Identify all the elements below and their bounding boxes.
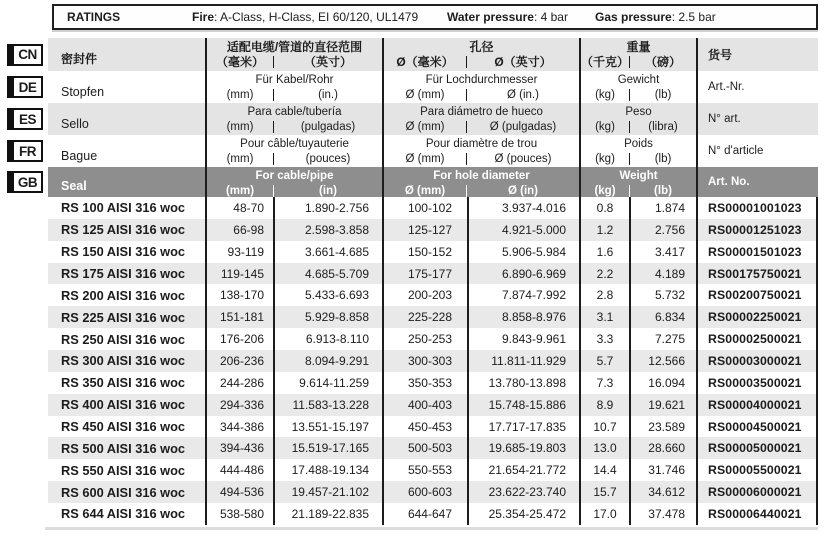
table-row bbox=[0, 416, 818, 438]
language-badge: GB bbox=[7, 171, 43, 193]
art-no-column-header: N° art. bbox=[696, 103, 818, 135]
row-cells bbox=[48, 503, 818, 525]
seal-name: RS 600 AISI 316 woc bbox=[61, 484, 186, 500]
cable-mm-header: (mm) bbox=[226, 121, 254, 133]
weight-column-group bbox=[579, 135, 696, 167]
table-row bbox=[0, 263, 818, 285]
cable-pipe-group-title: Para cable/tubería bbox=[247, 106, 342, 118]
table-row bbox=[0, 394, 818, 416]
row-cells bbox=[48, 219, 818, 241]
weight-lb-value: 4.189 bbox=[629, 263, 696, 285]
weight-kg-value: 1.2 bbox=[579, 219, 629, 241]
weight-kg-value: 2.8 bbox=[579, 284, 629, 306]
hole-diameter-group-title: Für Lochdurchmesser bbox=[425, 74, 538, 86]
weight-group-title: Gewicht bbox=[617, 74, 660, 86]
row-cells bbox=[48, 284, 818, 306]
cable-in-range: 6.913-8.110 bbox=[273, 328, 382, 350]
cable-pipe-group-title: For cable/pipe bbox=[255, 170, 334, 182]
weight-group-title: Peso bbox=[625, 106, 652, 118]
table-bottom-shadow bbox=[45, 527, 818, 530]
weight-lb-value: 34.612 bbox=[629, 481, 696, 503]
hole-in-range: 4.921-5.000 bbox=[467, 219, 579, 241]
hole-diameter-group-title: 孔径 bbox=[469, 40, 494, 54]
header-language-row bbox=[0, 167, 818, 197]
seal-name: RS 225 AISI 316 woc bbox=[61, 309, 186, 325]
hole-in-range: 6.890-6.969 bbox=[467, 263, 579, 285]
art-no-value: RS00004500021 bbox=[696, 416, 816, 438]
table-row bbox=[0, 437, 818, 459]
weight-lb-value: 23.589 bbox=[629, 416, 696, 438]
table-row bbox=[0, 219, 818, 241]
table-row bbox=[0, 241, 818, 263]
cable-pipe-group-title: 适配电缆/管道的直径范围 bbox=[226, 40, 363, 54]
hole-in-range: 19.685-19.803 bbox=[467, 437, 579, 459]
cable-in-range: 19.457-21.102 bbox=[273, 481, 382, 503]
cable-pipe-column-group bbox=[205, 135, 382, 167]
row-cells bbox=[48, 197, 818, 219]
hole-in-range: 11.811-11.929 bbox=[467, 350, 579, 372]
cable-pipe-column-group bbox=[205, 71, 382, 103]
seal-column-header: 密封件 bbox=[61, 52, 98, 66]
weight-lb-value: 19.621 bbox=[629, 394, 696, 416]
cable-in-range: 13.551-15.197 bbox=[273, 416, 382, 438]
row-gutter bbox=[0, 503, 48, 525]
cable-mm-range: 494-536 bbox=[205, 481, 273, 503]
cable-in-header: (pouces) bbox=[305, 153, 351, 165]
hole-mm-range: 300-303 bbox=[382, 350, 467, 372]
art-no-value: RS00006000021 bbox=[696, 481, 816, 503]
gas-pressure-value: 2.5 bar bbox=[678, 10, 716, 24]
art-no-value: RS00006440021 bbox=[696, 503, 816, 525]
art-no-value: RS00001251023 bbox=[696, 219, 816, 241]
row-cells bbox=[48, 241, 818, 263]
gas-pressure-rating: Gas pressure: 2.5 bar bbox=[595, 10, 716, 24]
hole-in-range: 5.906-5.984 bbox=[467, 241, 579, 263]
seal-column-header: Bague bbox=[61, 149, 98, 163]
art-no-value: RS00001001023 bbox=[696, 197, 816, 219]
header-language-row bbox=[0, 103, 818, 135]
cable-pipe-column-group bbox=[205, 167, 382, 197]
cable-mm-range: 48-70 bbox=[205, 197, 273, 219]
weight-kg-value: 1.6 bbox=[579, 241, 629, 263]
hole-in-range: 3.937-4.016 bbox=[467, 197, 579, 219]
hole-in-range: 13.780-13.898 bbox=[467, 372, 579, 394]
weight-kg-header: (kg) bbox=[594, 185, 616, 197]
cable-mm-range: 119-145 bbox=[205, 263, 273, 285]
row-cells bbox=[48, 394, 818, 416]
weight-kg-value: 10.7 bbox=[579, 416, 629, 438]
hole-diameter-group-title: For hole diameter bbox=[433, 170, 530, 182]
hole-mm-range: 250-253 bbox=[382, 328, 467, 350]
hole-diameter-column-group bbox=[382, 103, 579, 135]
weight-kg-header: (kg) bbox=[595, 121, 615, 133]
row-cells bbox=[48, 372, 818, 394]
hole-in-range: 23.622-23.740 bbox=[467, 481, 579, 503]
hole-in-header: Ø (in) bbox=[507, 185, 539, 197]
cable-mm-range: 138-170 bbox=[205, 284, 273, 306]
row-gutter bbox=[0, 263, 48, 285]
art-no-value: RS00002500021 bbox=[696, 328, 816, 350]
weight-lb-value: 5.732 bbox=[629, 284, 696, 306]
cable-in-header: （英寸） bbox=[303, 55, 352, 69]
art-no-value: RS00004000021 bbox=[696, 394, 816, 416]
row-gutter bbox=[0, 306, 48, 328]
weight-kg-value: 8.9 bbox=[579, 394, 629, 416]
weight-lb-header: (libra) bbox=[648, 121, 678, 133]
weight-lb-value: 37.478 bbox=[629, 503, 696, 525]
row-cells bbox=[48, 416, 818, 438]
weight-group-title: Weight bbox=[619, 170, 658, 182]
art-no-column-header: Art. No. bbox=[696, 167, 818, 197]
hole-mm-range: 150-152 bbox=[382, 241, 467, 263]
language-badge-gutter bbox=[0, 135, 48, 167]
seal-name: RS 125 AISI 316 woc bbox=[61, 222, 186, 238]
cable-mm-header: (mm) bbox=[226, 89, 254, 101]
hole-mm-range: 125-127 bbox=[382, 219, 467, 241]
row-cells bbox=[48, 328, 818, 350]
weight-kg-value: 13.0 bbox=[579, 437, 629, 459]
header-row-cells bbox=[48, 103, 818, 135]
header-language-row bbox=[0, 135, 818, 167]
water-pressure-value: 4 bar bbox=[540, 10, 568, 24]
table-row bbox=[0, 372, 818, 394]
weight-kg-header: (kg) bbox=[595, 89, 615, 101]
table-row bbox=[0, 306, 818, 328]
water-pressure-label: Water pressure bbox=[447, 10, 534, 24]
table-row bbox=[0, 328, 818, 350]
row-gutter bbox=[0, 481, 48, 503]
weight-lb-value: 31.746 bbox=[629, 459, 696, 481]
cable-pipe-column-group bbox=[205, 103, 382, 135]
row-cells bbox=[48, 437, 818, 459]
table-row bbox=[0, 481, 818, 503]
seal-name: RS 644 AISI 316 woc bbox=[61, 506, 186, 522]
art-no-value: RS00003000021 bbox=[696, 350, 816, 372]
hole-diameter-group-title: Para diámetro de hueco bbox=[420, 106, 543, 118]
hole-mm-header: Ø (mm) bbox=[405, 153, 445, 165]
hole-mm-range: 500-503 bbox=[382, 437, 467, 459]
hole-mm-range: 600-603 bbox=[382, 481, 467, 503]
weight-kg-value: 3.1 bbox=[579, 306, 629, 328]
art-no-column-header: Art.-Nr. bbox=[696, 71, 818, 103]
weight-kg-value: 3.3 bbox=[579, 328, 629, 350]
language-badge: CN bbox=[7, 44, 43, 66]
hole-mm-range: 175-177 bbox=[382, 263, 467, 285]
cable-in-range: 4.685-5.709 bbox=[273, 263, 382, 285]
row-cells bbox=[48, 350, 818, 372]
header-row-cells bbox=[48, 135, 818, 167]
row-gutter bbox=[0, 394, 48, 416]
cable-in-range: 3.661-4.685 bbox=[273, 241, 382, 263]
weight-lb-value: 3.417 bbox=[629, 241, 696, 263]
weight-lb-value: 2.756 bbox=[629, 219, 696, 241]
seal-name: RS 300 AISI 316 woc bbox=[61, 353, 186, 369]
art-no-value: RS00005500021 bbox=[696, 459, 816, 481]
row-gutter bbox=[0, 197, 48, 219]
cable-pipe-group-title: Pour câble/tuyauterie bbox=[240, 138, 349, 150]
weight-group-title: 重量 bbox=[626, 40, 651, 54]
cable-mm-range: 93-119 bbox=[205, 241, 273, 263]
weight-lb-value: 1.874 bbox=[629, 197, 696, 219]
hole-in-range: 15.748-15.886 bbox=[467, 394, 579, 416]
weight-column-group bbox=[579, 71, 696, 103]
weight-column-group bbox=[579, 38, 696, 71]
row-gutter bbox=[0, 416, 48, 438]
weight-kg-value: 0.8 bbox=[579, 197, 629, 219]
cable-mm-range: 394-436 bbox=[205, 437, 273, 459]
cable-in-range: 2.598-3.858 bbox=[273, 219, 382, 241]
cable-mm-header: （毫米） bbox=[215, 55, 264, 69]
weight-lb-value: 16.094 bbox=[629, 372, 696, 394]
weight-lb-header: （磅） bbox=[644, 55, 681, 69]
seal-name: RS 550 AISI 316 woc bbox=[61, 462, 186, 478]
hole-mm-range: 100-102 bbox=[382, 197, 467, 219]
table-row bbox=[0, 350, 818, 372]
row-cells bbox=[48, 263, 818, 285]
header-language-row bbox=[0, 71, 818, 103]
art-no-value: RS00002250021 bbox=[696, 306, 816, 328]
cable-mm-range: 444-486 bbox=[205, 459, 273, 481]
cable-mm-range: 244-286 bbox=[205, 372, 273, 394]
seal-name: RS 350 AISI 316 woc bbox=[61, 375, 186, 391]
language-badge-gutter bbox=[0, 103, 48, 135]
row-cells bbox=[48, 481, 818, 503]
art-no-value: RS00175750021 bbox=[696, 263, 816, 285]
hole-in-range: 17.717-17.835 bbox=[467, 416, 579, 438]
seal-name: RS 450 AISI 316 woc bbox=[61, 419, 186, 435]
weight-kg-header: (kg) bbox=[595, 153, 615, 165]
row-cells bbox=[48, 459, 818, 481]
weight-kg-value: 15.7 bbox=[579, 481, 629, 503]
hole-in-header: Ø (pulgadas) bbox=[489, 121, 557, 133]
cable-pipe-column-group bbox=[205, 38, 382, 71]
language-badge: DE bbox=[7, 76, 43, 98]
hole-in-range: 8.858-8.976 bbox=[467, 306, 579, 328]
weight-lb-value: 28.660 bbox=[629, 437, 696, 459]
weight-lb-header: (lb) bbox=[654, 89, 672, 101]
row-gutter bbox=[0, 219, 48, 241]
cable-mm-range: 344-386 bbox=[205, 416, 273, 438]
fire-rating-label: Fire bbox=[192, 10, 215, 24]
gas-pressure-label: Gas pressure bbox=[595, 10, 672, 24]
cable-in-range: 17.488-19.134 bbox=[273, 459, 382, 481]
row-gutter bbox=[0, 284, 48, 306]
table-row bbox=[0, 503, 818, 525]
row-gutter bbox=[0, 372, 48, 394]
fire-rating-value: A-Class, H-Class, EI 60/120, UL1479 bbox=[220, 10, 419, 24]
hole-diameter-group-title: Pour diamètre de trou bbox=[425, 138, 538, 150]
weight-lb-header: (lb) bbox=[654, 153, 672, 165]
hole-mm-header: Ø (mm) bbox=[404, 185, 446, 197]
water-pressure-rating: Water pressure: 4 bar bbox=[447, 10, 568, 24]
seal-name: RS 250 AISI 316 woc bbox=[61, 331, 186, 347]
weight-column-group bbox=[579, 103, 696, 135]
language-badge-gutter bbox=[0, 167, 48, 197]
cable-in-header: (in) bbox=[319, 185, 337, 197]
language-badge: ES bbox=[7, 108, 43, 130]
hole-in-range: 9.843-9.961 bbox=[467, 328, 579, 350]
cable-in-range: 1.890-2.756 bbox=[273, 197, 382, 219]
hole-mm-range: 644-647 bbox=[382, 503, 467, 525]
seal-column-header: Sello bbox=[61, 117, 89, 131]
header-row-cells bbox=[48, 71, 818, 103]
hole-mm-range: 350-353 bbox=[382, 372, 467, 394]
cable-in-header: (pulgadas) bbox=[300, 121, 356, 133]
art-no-value: RS00003500021 bbox=[696, 372, 816, 394]
row-cells bbox=[48, 306, 818, 328]
hole-in-range: 21.654-21.772 bbox=[467, 459, 579, 481]
weight-lb-header: (lb) bbox=[654, 185, 672, 197]
art-no-value: RS00005000021 bbox=[696, 437, 816, 459]
art-no-column-header: 货号 bbox=[696, 38, 818, 71]
header-row-cells bbox=[48, 38, 818, 71]
row-gutter bbox=[0, 459, 48, 481]
hole-in-header: Ø（英寸） bbox=[494, 55, 552, 69]
art-no-value: RS00200750021 bbox=[696, 284, 816, 306]
table-row bbox=[0, 459, 818, 481]
cable-mm-range: 538-580 bbox=[205, 503, 273, 525]
seal-name: RS 100 AISI 316 woc bbox=[61, 200, 186, 216]
row-gutter bbox=[0, 328, 48, 350]
cable-in-range: 5.433-6.693 bbox=[273, 284, 382, 306]
hole-diameter-column-group bbox=[382, 167, 579, 197]
art-no-column-header: N° d'article bbox=[696, 135, 818, 167]
hole-mm-header: Ø（毫米） bbox=[396, 55, 454, 69]
cable-mm-header: (mm) bbox=[226, 153, 254, 165]
weight-lb-value: 12.566 bbox=[629, 350, 696, 372]
hole-mm-range: 550-553 bbox=[382, 459, 467, 481]
cable-pipe-group-title: Für Kabel/Rohr bbox=[255, 74, 334, 86]
art-no-value: RS00001501023 bbox=[696, 241, 816, 263]
table-row bbox=[0, 197, 818, 219]
cable-mm-header: (mm) bbox=[225, 185, 255, 197]
weight-column-group bbox=[579, 167, 696, 197]
seal-column-header: Seal bbox=[61, 179, 87, 193]
spec-table bbox=[0, 38, 818, 525]
hole-diameter-column-group bbox=[382, 38, 579, 71]
weight-lb-value: 6.834 bbox=[629, 306, 696, 328]
cable-in-range: 5.929-8.858 bbox=[273, 306, 382, 328]
hole-diameter-column-group bbox=[382, 71, 579, 103]
cable-in-range: 21.189-22.835 bbox=[273, 503, 382, 525]
seal-name: RS 400 AISI 316 woc bbox=[61, 397, 186, 413]
weight-group-title: Poids bbox=[624, 138, 653, 150]
cable-in-range: 9.614-11.259 bbox=[273, 372, 382, 394]
cable-in-range: 8.094-9.291 bbox=[273, 350, 382, 372]
hole-in-header: Ø (pouces) bbox=[494, 153, 552, 165]
hole-in-header: Ø (in.) bbox=[507, 89, 539, 101]
weight-kg-header: （千克） bbox=[581, 55, 630, 69]
hole-in-range: 7.874-7.992 bbox=[467, 284, 579, 306]
hole-mm-header: Ø (mm) bbox=[405, 89, 445, 101]
row-gutter bbox=[0, 437, 48, 459]
language-badge-gutter bbox=[0, 71, 48, 103]
seal-name: RS 175 AISI 316 woc bbox=[61, 266, 186, 281]
cable-mm-range: 176-206 bbox=[205, 328, 273, 350]
cable-mm-range: 66-98 bbox=[205, 219, 273, 241]
hole-mm-range: 400-403 bbox=[382, 394, 467, 416]
ratings-title: RATINGS bbox=[67, 10, 121, 24]
header-row-cells bbox=[48, 167, 818, 197]
language-badge-gutter bbox=[0, 38, 48, 71]
language-badge: FR bbox=[7, 140, 43, 162]
weight-kg-value: 2.2 bbox=[579, 263, 629, 285]
seal-name: RS 200 AISI 316 woc bbox=[61, 287, 186, 303]
hole-mm-header: Ø (mm) bbox=[405, 121, 445, 133]
header-language-row bbox=[0, 38, 818, 71]
hole-mm-range: 225-228 bbox=[382, 306, 467, 328]
hole-diameter-column-group bbox=[382, 135, 579, 167]
ratings-bar bbox=[52, 4, 818, 30]
cable-in-range: 15.519-17.165 bbox=[273, 437, 382, 459]
cable-mm-range: 206-236 bbox=[205, 350, 273, 372]
cable-in-header: (in.) bbox=[318, 89, 338, 101]
weight-kg-value: 14.4 bbox=[579, 459, 629, 481]
cable-in-range: 11.583-13.228 bbox=[273, 394, 382, 416]
cable-mm-range: 294-336 bbox=[205, 394, 273, 416]
weight-kg-value: 7.3 bbox=[579, 372, 629, 394]
weight-kg-value: 5.7 bbox=[579, 350, 629, 372]
weight-kg-value: 17.0 bbox=[579, 503, 629, 525]
hole-mm-range: 450-453 bbox=[382, 416, 467, 438]
hole-in-range: 25.354-25.472 bbox=[467, 503, 579, 525]
hole-mm-range: 200-203 bbox=[382, 284, 467, 306]
weight-lb-value: 7.275 bbox=[629, 328, 696, 350]
row-gutter bbox=[0, 350, 48, 372]
table-row bbox=[0, 284, 818, 306]
seal-name: RS 150 AISI 316 woc bbox=[61, 244, 186, 260]
seal-name: RS 500 AISI 316 woc bbox=[61, 440, 186, 456]
row-gutter bbox=[0, 241, 48, 263]
cable-mm-range: 151-181 bbox=[205, 306, 273, 328]
fire-rating: Fire: A-Class, H-Class, EI 60/120, UL1479 bbox=[192, 10, 419, 24]
seal-column-header: Stopfen bbox=[61, 85, 105, 99]
